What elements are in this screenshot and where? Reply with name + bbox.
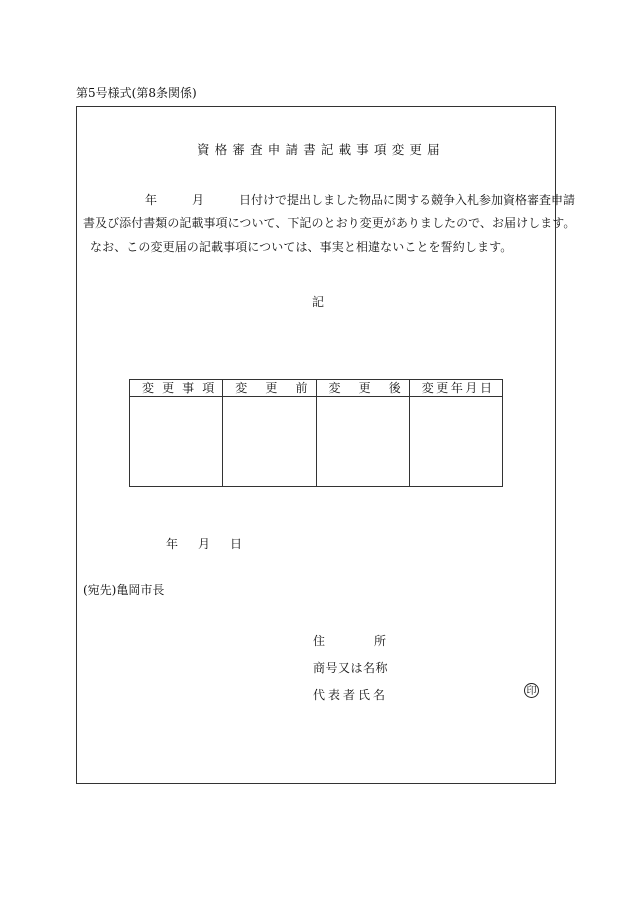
cell-change-item [130,397,223,487]
header-before-change [223,380,316,397]
address-label-char: 住 [313,634,326,648]
header-char: 変 [142,381,155,395]
form-title: 資格審査申請書記載事項変更届 [197,142,445,157]
body-text-line-2: 書及び添付書類の記載事項について、下記のとおり変更がありましたので、お届けします。 [83,216,576,230]
header-char: 変 [328,381,341,395]
body-text-line-1-rest: 日付けで提出しました物品に関する競争入札参加資格審査申請 [239,193,576,207]
cell-change-date [409,397,502,487]
header-char: 変 [421,381,434,395]
form-frame [76,106,576,784]
date-month-label: 月 [198,537,211,551]
header-char: 日 [479,381,492,395]
table-row [130,397,503,487]
addressee: (宛先)亀岡市長 [83,583,165,597]
representative-label-char: 者 [342,688,355,702]
header-char: 月 [465,381,478,395]
representative-label-char: 氏 [357,688,370,702]
header-after-change [316,380,409,397]
cell-before-change [223,397,316,487]
date-year-label: 年 [166,537,179,551]
cell-after-change [316,397,409,487]
header-char: 更 [358,381,371,395]
header-char: 変 [235,381,248,395]
representative-label-char: 表 [327,688,340,702]
address-label [313,632,386,649]
seal-mark: 印 [524,683,539,698]
table-header-row [130,380,503,397]
date-day-label: 日 [230,537,243,551]
ki-heading: 記 [312,295,325,309]
representative-label-char: 名 [372,688,385,702]
body-text-line-1 [145,191,575,208]
header-change-date [409,380,502,397]
header-char: 後 [388,381,401,395]
header-char: 年 [450,381,463,395]
representative-name-label [313,686,385,703]
submission-date-line [166,535,242,552]
header-char: 項 [202,381,215,395]
header-char: 前 [295,381,308,395]
body-month-label: 月 [192,193,205,207]
header-char: 事 [182,381,195,395]
form-number-label: 第5号様式(第8条関係) [76,86,197,100]
header-char: 更 [436,381,449,395]
header-change-item [130,380,223,397]
representative-label-char: 代 [313,688,326,702]
body-year-label: 年 [145,193,158,207]
change-table [129,379,503,487]
company-name-label: 商号又は名称 [313,661,389,675]
address-label-char: 所 [373,634,386,648]
header-char: 更 [162,381,175,395]
body-text-line-3: なお、この変更届の記載事項については、事実と相違ないことを誓約します。 [90,240,513,254]
header-char: 更 [265,381,278,395]
